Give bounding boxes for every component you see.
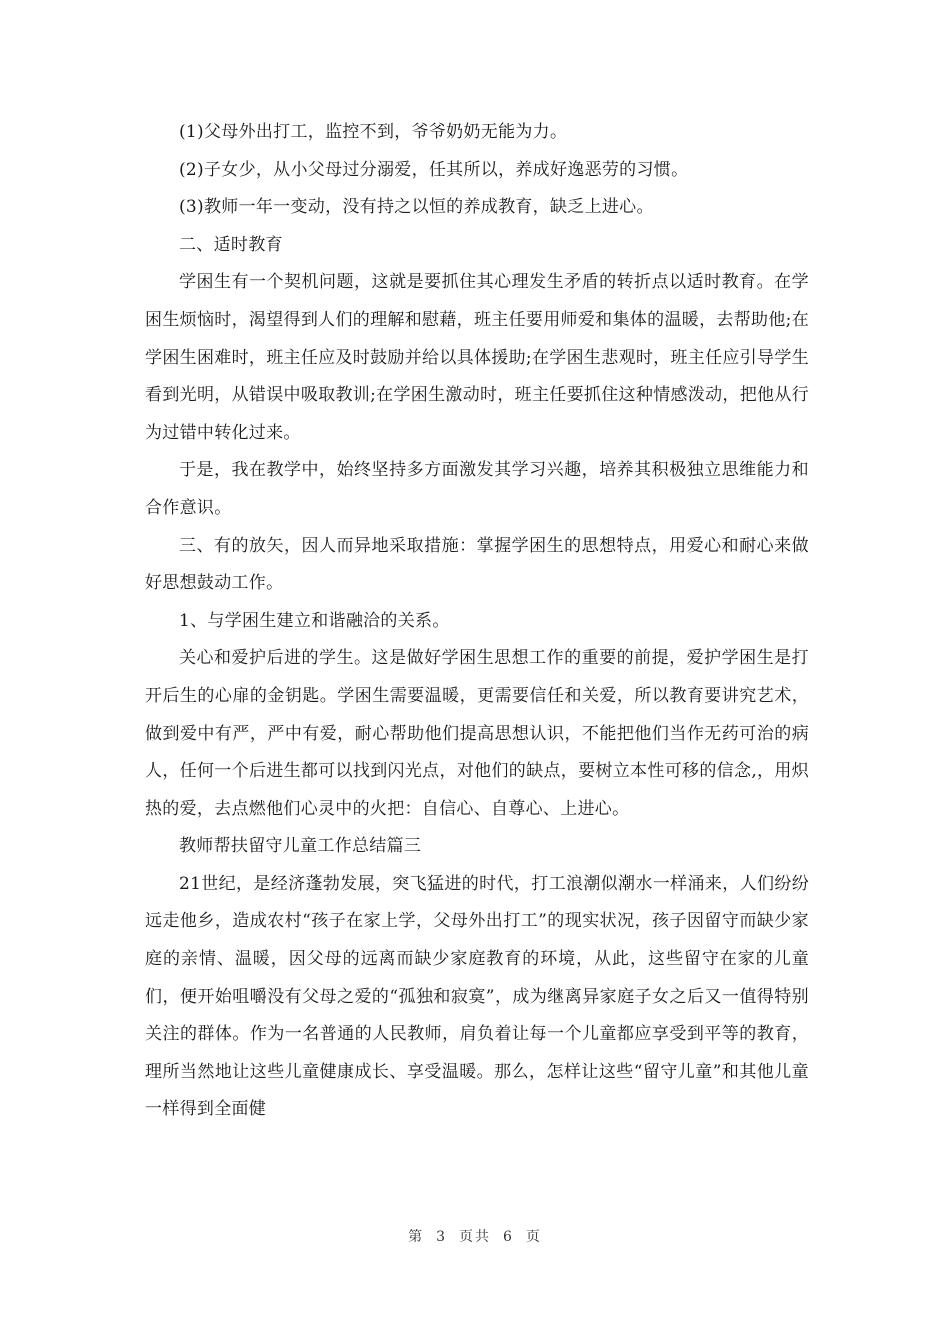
- paragraph: 于是，我在教学中，始终坚持多方面激发其学习兴趣，培养其积极独立思维能力和合作意识。: [145, 460, 809, 518]
- section-heading: 三、有的放矢，因人而异地采取措施：掌握学困生的思想特点，用爱心和耐心来做好思想鼓动工作。: [145, 535, 809, 594]
- paragraph: 21世纪，是经济蓬勃发展，突飞猛进的时代，打工浪潮似潮水一样涌来，人们纷纷远走他乡，造成农村“孩子在家上学，父母外出打工”的现实状况，孩子因留守而缺少家庭的亲情、温暖，因父母的远离而缺少家庭教育的环境，从此，这些留守在家的儿童们，便开始咀嚼没有父母之爱的“孤独和寂寞”，成为继离异家庭子女之后又一值得特别关注的群体。作为一名普通的人民教师，肩负着让每一个儿童都应享受到平等的教育，理所当然地让这些儿童健康成长、享受温暖。那么，怎样让这些“留守儿童”和其他儿童一样得到全面健: [145, 873, 809, 1120]
- page-footer: [0, 1226, 950, 1246]
- document-body: [145, 114, 809, 1129]
- article-title: 教师帮扶留守儿童工作总结篇三: [179, 836, 422, 857]
- total-pages-number: 6: [503, 1229, 514, 1245]
- footer-middle: 页共: [459, 1229, 491, 1245]
- paragraph: (2)子女少，从小父母过分溺爱，任其所以，养成好逸恶劳的习惯。: [179, 159, 689, 180]
- section-heading: 二、适时教育: [179, 234, 283, 255]
- current-page-number: 3: [436, 1229, 447, 1245]
- paragraph: (1)父母外出打工，监控不到，爷爷奶奶无能为力。: [179, 122, 568, 142]
- subsection-heading: 1、与学困生建立和谐融洽的关系。: [179, 610, 450, 631]
- footer-suffix: 页: [525, 1229, 542, 1245]
- paragraph: (3)教师一年一变动，没有持之以恒的养成教育，缺乏上进心。: [179, 197, 654, 218]
- paragraph: 学困生有一个契机问题，这就是要抓住其心理发生矛盾的转折点以适时教育。在学困生烦恼时，渴望得到人们的理解和慰藉，班主任要用师爱和集体的温暖，去帮助他;在学困生困难时，班主任应及时鼓励并给以具体援助;在学困生悲观时，班主任应引导学生看到光明，从错误中吸取教训;在学困生激动时，班主任要抓住这种情感泼动，把他从行为过错中转化过来。: [145, 272, 809, 443]
- footer-prefix: 第: [408, 1229, 425, 1245]
- paragraph: 关心和爱护后进的学生。这是做好学困生思想工作的重要的前提，爱护学困生是打开后生的心扉的金钥匙。学困生需要温暖，更需要信任和关爱，所以教育要讲究艺术，做到爱中有严，严中有爱，耐心帮助他们提高思想认识，不能把他们当作无药可治的病人，任何一个后进生都可以找到闪光点，对他们的缺点，要树立本性可移的信念,，用炽热的爱，去点燃他们心灵中的火把：自信心、自尊心、上进心。: [145, 648, 809, 819]
